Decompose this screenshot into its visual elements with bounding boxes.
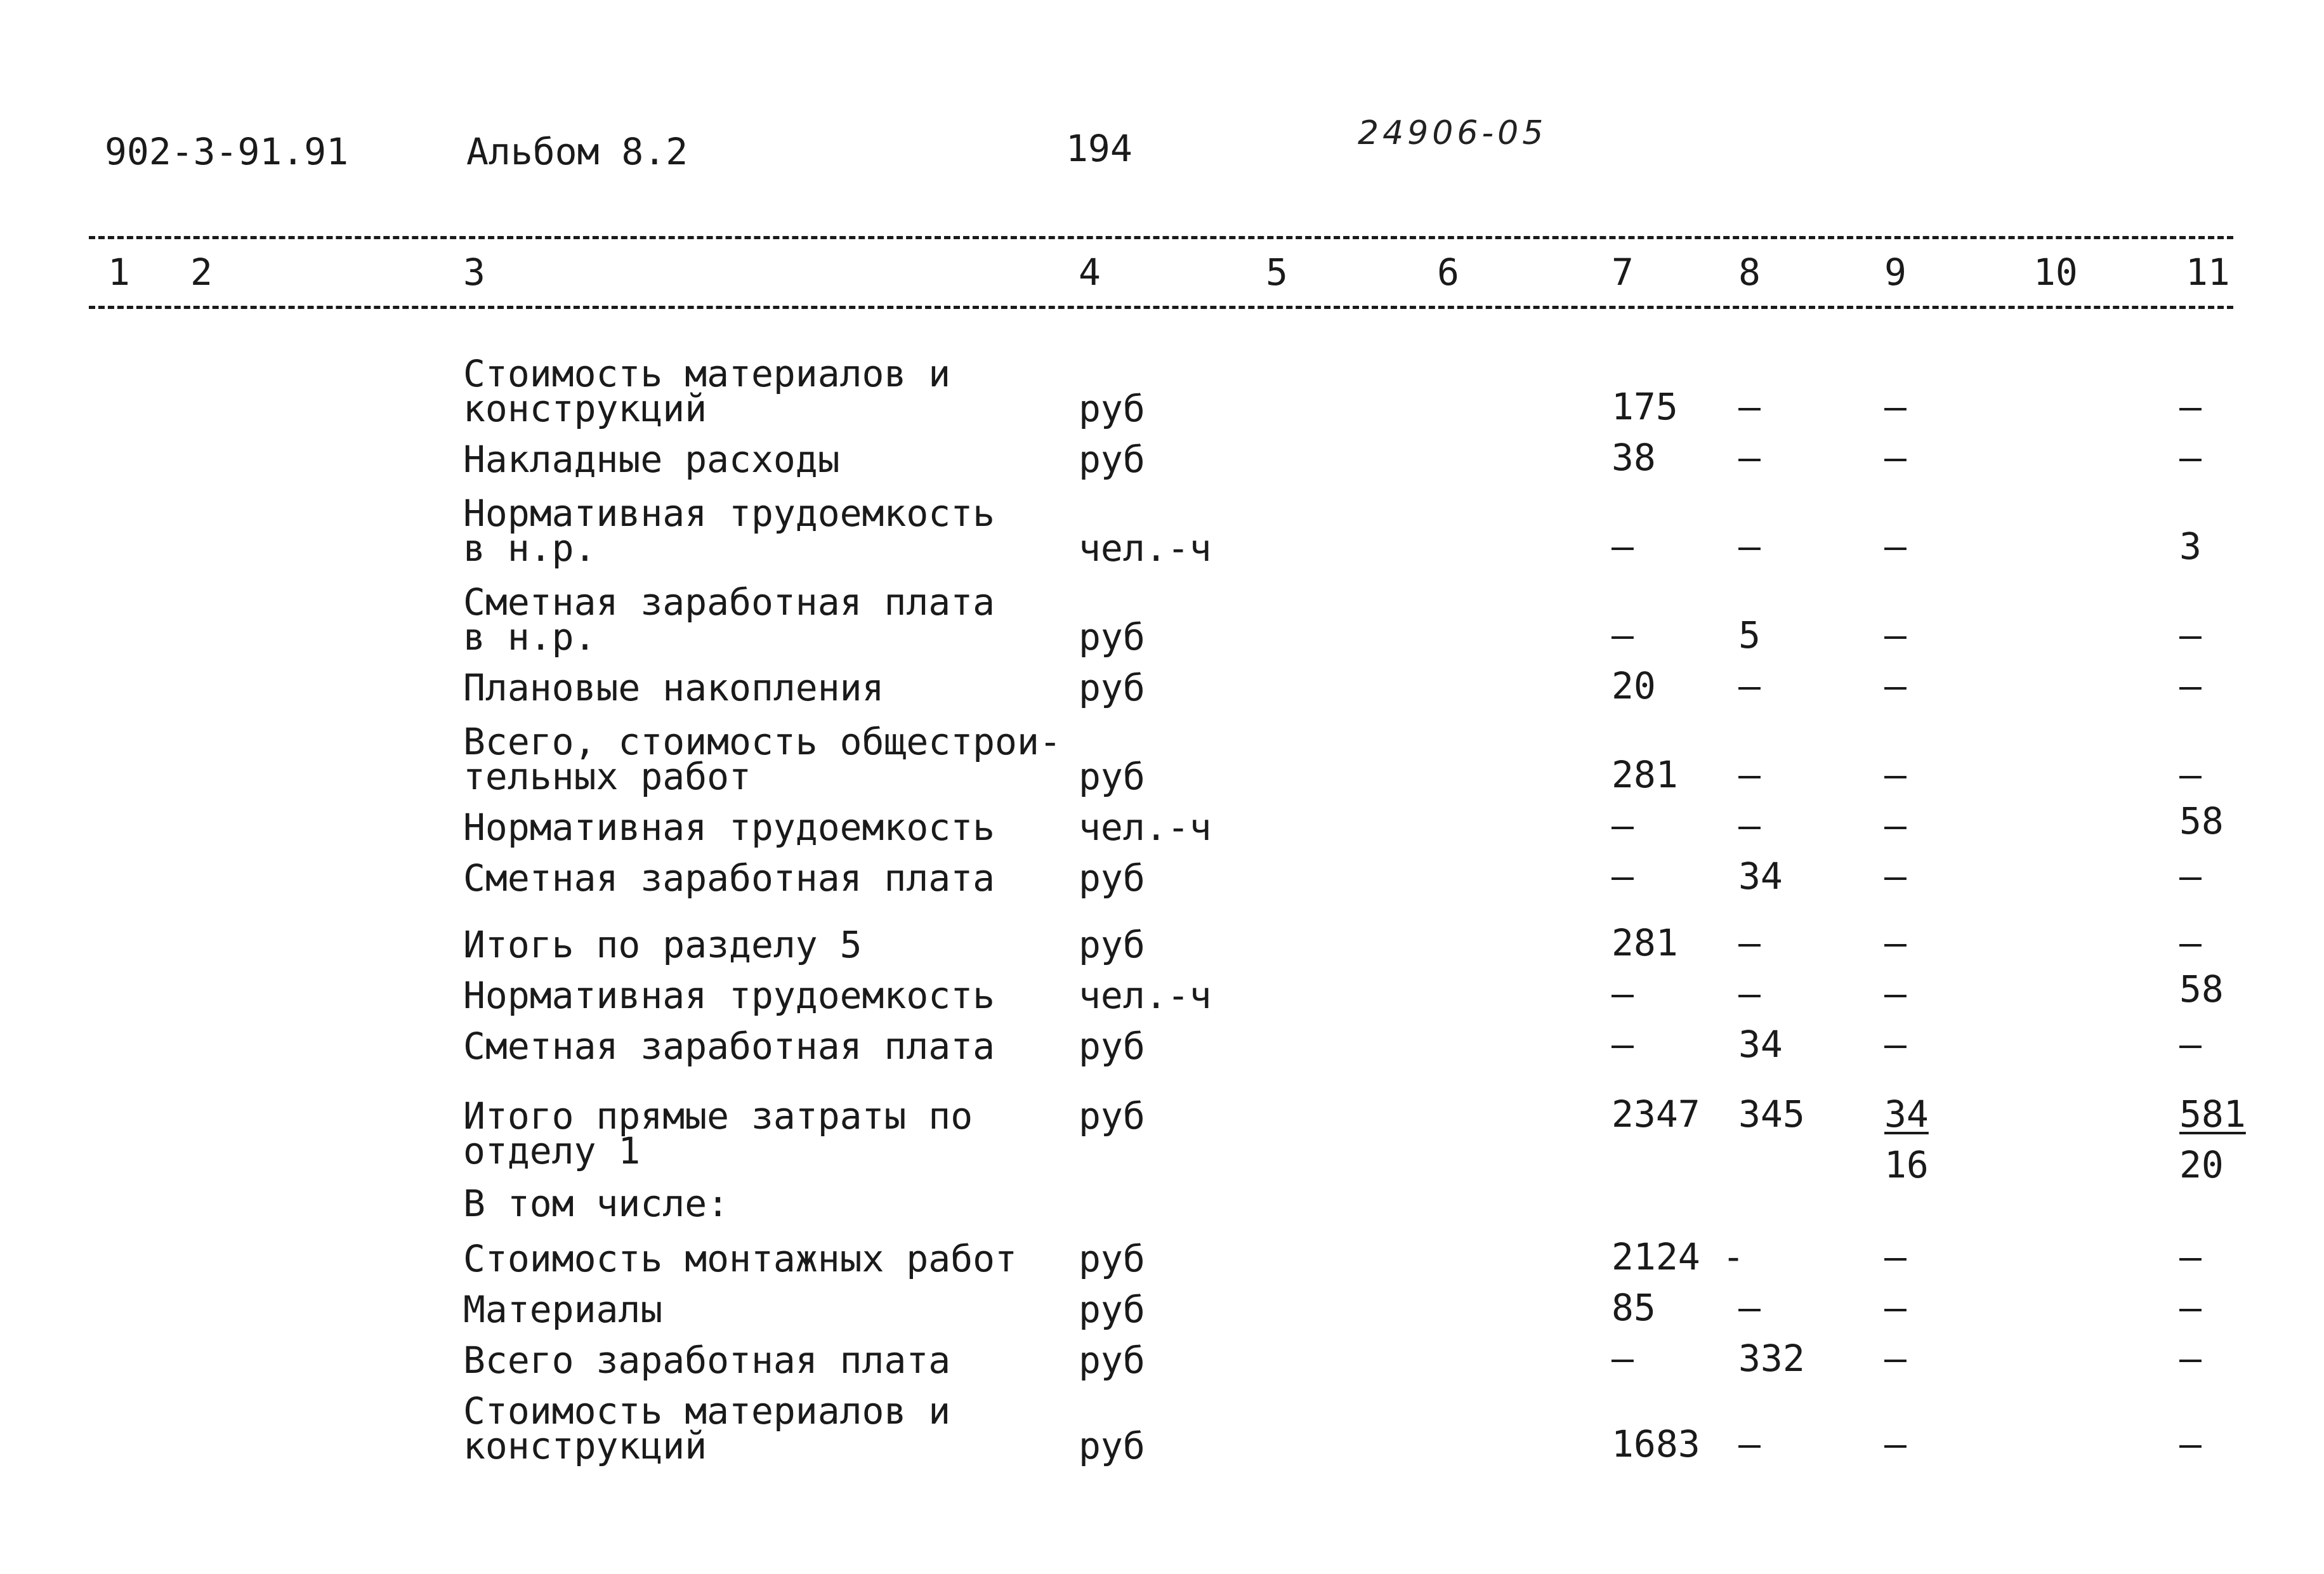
cell-col11: – [2179, 1235, 2202, 1278]
row-name: Итого прямые затраты по [463, 1094, 973, 1138]
row-unit: руб [1079, 615, 1145, 659]
row-unit: чел.-ч [1079, 527, 1212, 570]
col-header: 4 [1079, 251, 1101, 294]
cell-col7: – [1612, 1023, 1634, 1066]
cell-col7: – [1612, 972, 1634, 1015]
cell-col9: – [1884, 1286, 1907, 1329]
row-name: Сметная заработная плата [463, 580, 995, 624]
col-header: 11 [2186, 251, 2230, 294]
cell-col8: – [1738, 436, 1761, 479]
col-header: 9 [1884, 251, 1907, 294]
cell-col8: – [1738, 525, 1761, 568]
row-unit: руб [1079, 1288, 1145, 1331]
row-name: Плановые накопления [463, 666, 884, 709]
row-name: Нормативная трудоемкость [463, 974, 995, 1017]
cell-col11-sub: 20 [2179, 1143, 2224, 1186]
cell-col8: – [1738, 753, 1761, 796]
row-name: Нормативная трудоемкость [463, 806, 995, 849]
col-header: 3 [463, 251, 485, 294]
row-unit: руб [1079, 755, 1145, 798]
row-unit: руб [1079, 856, 1145, 900]
row-name: конструкций [463, 387, 707, 430]
header-bottom-rule [89, 306, 2233, 309]
cell-col11: – [2179, 613, 2202, 657]
row-name: Сметная заработная плата [463, 856, 995, 900]
cell-col9: – [1884, 1023, 1907, 1066]
doc-code: 902-3-91.91 [105, 130, 349, 173]
row-name: Итогь по разделу 5 [463, 923, 862, 966]
cell-col8: – [1738, 972, 1761, 1015]
col-header: 7 [1612, 251, 1634, 294]
col-header: 1 [108, 251, 130, 294]
cell-col11: – [2179, 1286, 2202, 1329]
cell-col9: – [1884, 855, 1907, 898]
cell-col11: – [2179, 753, 2202, 796]
cell-col7: 85 [1612, 1286, 1656, 1329]
row-unit: руб [1079, 1424, 1145, 1467]
cell-col8: – [1738, 921, 1761, 964]
row-name: Накладные расходы [463, 438, 840, 481]
cell-col9: 34 [1884, 1092, 1929, 1136]
cell-col7: 20 [1612, 664, 1656, 707]
cell-col9: – [1884, 436, 1907, 479]
cell-col11: – [2179, 436, 2202, 479]
cell-col7: – [1612, 855, 1634, 898]
cell-col11: 58 [2179, 799, 2224, 843]
cell-col8: 34 [1738, 855, 1783, 898]
row-name: в н.р. [463, 615, 596, 659]
cell-col7: – [1612, 525, 1634, 568]
row-unit: руб [1079, 1025, 1145, 1068]
col-header: 10 [2033, 251, 2078, 294]
cell-col9: – [1884, 525, 1907, 568]
row-name: в н.р. [463, 527, 596, 570]
cell-col8: – [1738, 1286, 1761, 1329]
row-unit: руб [1079, 923, 1145, 966]
row-name: Стоимость материалов и [463, 352, 951, 395]
cell-col9: – [1884, 1422, 1907, 1466]
col-header: 5 [1266, 251, 1288, 294]
cell-col9: – [1884, 921, 1907, 964]
cell-col7: 281 [1612, 921, 1678, 964]
row-unit: руб [1079, 438, 1145, 481]
cell-col9: – [1884, 1235, 1907, 1278]
cell-col7: 2347 [1612, 1092, 1700, 1136]
cell-col9: – [1884, 753, 1907, 796]
cell-col11: 58 [2179, 967, 2224, 1011]
row-name: тельных работ [463, 755, 751, 798]
row-unit: руб [1079, 1339, 1145, 1382]
page-number: 194 [1066, 127, 1132, 170]
header-top-rule [89, 236, 2233, 239]
cell-col7: 1683 [1612, 1422, 1700, 1466]
cell-col9: – [1884, 1337, 1907, 1380]
cell-col7: 281 [1612, 753, 1678, 796]
cell-col7: – [1612, 613, 1634, 657]
cell-col8: 345 [1738, 1092, 1805, 1136]
cell-col11: – [2179, 1422, 2202, 1466]
row-name: Материалы [463, 1288, 663, 1331]
cell-col8: 34 [1738, 1023, 1783, 1066]
row-name: Нормативная трудоемкость [463, 492, 995, 535]
cell-col8: – [1738, 1422, 1761, 1466]
row-name: отделу 1 [463, 1129, 641, 1172]
col-header: 8 [1738, 251, 1761, 294]
cell-col9: – [1884, 972, 1907, 1015]
row-unit: руб [1079, 1237, 1145, 1280]
cell-col9: – [1884, 664, 1907, 707]
cell-col8: – [1738, 664, 1761, 707]
cell-col9: – [1884, 613, 1907, 657]
col-header: 6 [1437, 251, 1459, 294]
col-header: 2 [190, 251, 213, 294]
cell-col8: 332 [1738, 1337, 1805, 1380]
row-name: Стоимость монтажных работ [463, 1237, 1017, 1280]
row-name: Всего, стоимость общестрои- [463, 720, 1061, 763]
row-unit: руб [1079, 1094, 1145, 1138]
cell-col11: 3 [2179, 525, 2202, 568]
row-unit: чел.-ч [1079, 974, 1212, 1017]
cell-col11: – [2179, 1023, 2202, 1066]
cell-col8: – [1738, 385, 1761, 428]
cell-col9: – [1884, 804, 1907, 847]
row-unit: руб [1079, 666, 1145, 709]
cell-col7: 38 [1612, 436, 1656, 479]
cell-col11: 581 [2179, 1092, 2246, 1136]
cell-col7: – [1612, 804, 1634, 847]
cell-col11: – [2179, 855, 2202, 898]
row-name: Стоимость материалов и [463, 1389, 951, 1433]
row-unit: чел.-ч [1079, 806, 1212, 849]
row-name: конструкций [463, 1424, 707, 1467]
row-name: Всего заработная плата [463, 1339, 951, 1382]
handwritten-stamp: 24906-05 [1358, 114, 1547, 152]
cell-col11: – [2179, 385, 2202, 428]
cell-col8: – [1738, 804, 1761, 847]
row-unit: руб [1079, 387, 1145, 430]
cell-col9: – [1884, 385, 1907, 428]
cell-col9-sub: 16 [1884, 1143, 1929, 1186]
cell-col8: 5 [1738, 613, 1761, 657]
row-name: Сметная заработная плата [463, 1025, 995, 1068]
cell-col11: – [2179, 1337, 2202, 1380]
cell-col7: 175 [1612, 385, 1678, 428]
cell-col7: 2124 - [1612, 1235, 1745, 1278]
cell-col7: – [1612, 1337, 1634, 1380]
cell-col11: – [2179, 664, 2202, 707]
row-name: В том числе: [463, 1182, 730, 1225]
album-label: Альбом 8.2 [466, 130, 688, 173]
cell-col11: – [2179, 921, 2202, 964]
